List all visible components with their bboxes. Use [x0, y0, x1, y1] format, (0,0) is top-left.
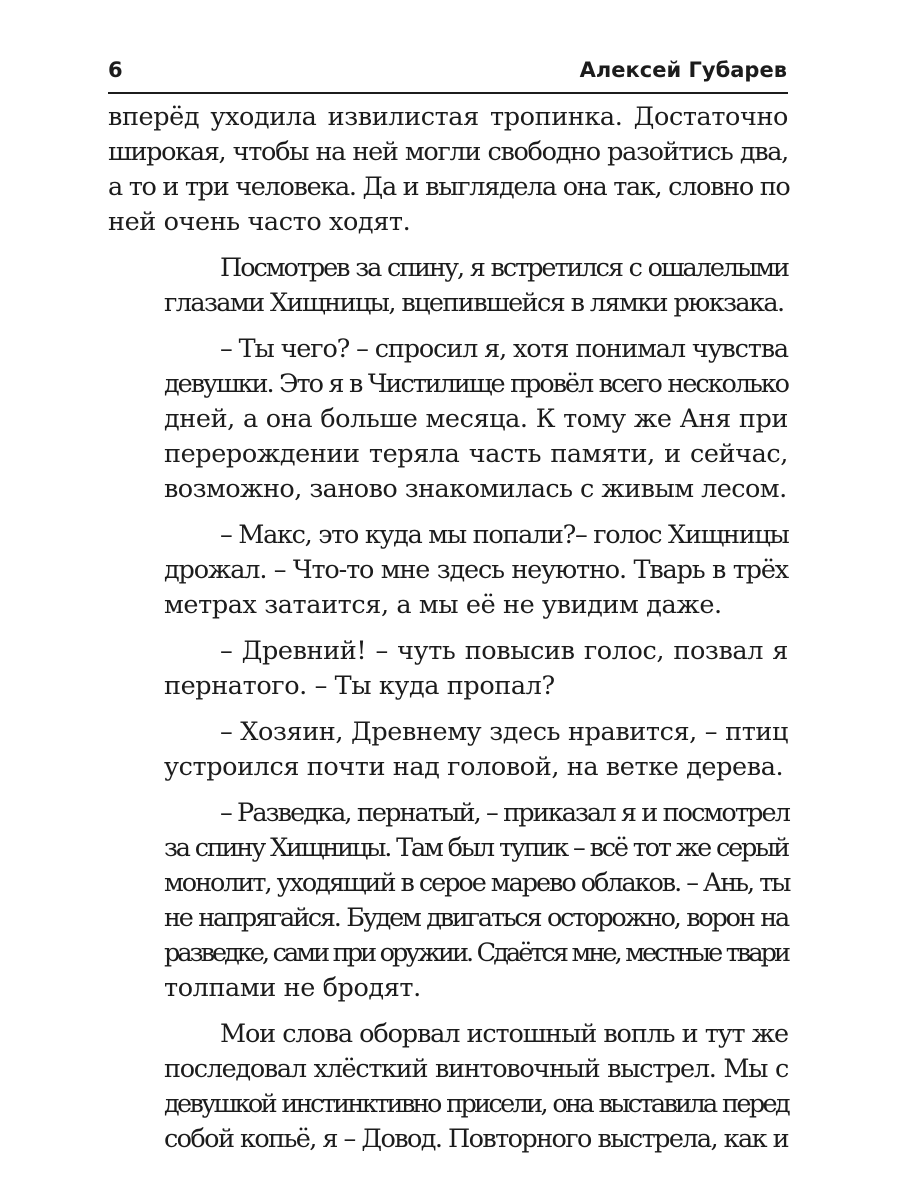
- text-line: ней очень часто ходят.: [108, 207, 411, 237]
- text-line: дрожал. – Что-то мне здесь неуютно. Тварь в трёх: [164, 555, 788, 585]
- text-line: – Древний! – чуть повысив голос, позвал я: [220, 636, 788, 666]
- text-line: вперёд уходила извилистая тропинка. Достаточно: [108, 102, 788, 132]
- text-line: пернатого. – Ты куда пропал?: [164, 671, 555, 701]
- text-line: собой копьё, я – Довод. Повторного выстрела, как и: [164, 1124, 788, 1154]
- text-line: – Ты чего? – спросил я, хотя понимал чувства: [220, 334, 788, 364]
- text-body: [108, 100, 788, 1168]
- paragraph-2: [108, 251, 788, 321]
- running-head-author: Алексей Губарев: [579, 58, 787, 82]
- text-line: глазами Хищницы, вцепившейся в лямки рюкзака.: [164, 288, 784, 318]
- text-line: дней, а она больше месяца. К тому же Аня при: [164, 404, 788, 434]
- text-line: метрах затаится, а мы её не увидим даже.: [164, 590, 722, 620]
- text-line: широкая, чтобы на ней могли свободно разойтись два,: [108, 137, 788, 167]
- text-line: за спину Хищницы. Там был тупик – всё тот же серый: [164, 833, 788, 863]
- header-rule: [108, 92, 788, 94]
- paragraph-3: [108, 332, 788, 507]
- page-number: 6: [108, 58, 123, 82]
- text-line: – Разведка, пернатый, – приказал я и посмотрел: [220, 798, 790, 828]
- text-line: Посмотрев за спину, я встретился с ошалелыми: [220, 253, 788, 283]
- text-line: устроился почти над головой, на ветке дерева.: [164, 752, 784, 782]
- text-line: монолит, уходящий в серое марево облаков. – Ань, ты: [164, 868, 790, 898]
- paragraph-5: [108, 634, 788, 704]
- text-line: девушкой инстинктивно присели, она выставила перед: [164, 1089, 788, 1119]
- text-line: разведке, сами при оружии. Сдаётся мне, местные твари: [164, 938, 788, 968]
- paragraph-6: [108, 715, 788, 785]
- text-line: не напрягайся. Будем двигаться осторожно, ворон на: [164, 903, 788, 933]
- paragraph-8: [108, 1017, 788, 1157]
- text-line: – Макс, это куда мы попали?– голос Хищницы: [220, 520, 789, 550]
- text-line: девушки. Это я в Чистилище провёл всего несколько: [164, 369, 788, 399]
- text-line: Мои слова оборвал истошный вопль и тут же: [220, 1019, 788, 1049]
- text-line: последовал хлёсткий винтовочный выстрел. Мы с: [164, 1054, 788, 1084]
- text-line: возможно, заново знакомилась с живым лесом.: [164, 474, 787, 504]
- text-line: перерождении теряла часть памяти, и сейчас,: [164, 439, 788, 469]
- paragraph-4: [108, 518, 788, 623]
- text-line: – Хозяин, Древнему здесь нравится, – птиц: [220, 717, 788, 747]
- paragraph-7: [108, 796, 788, 1006]
- paragraph-1: [108, 100, 788, 240]
- text-line: толпами не бродят.: [164, 973, 421, 1003]
- text-line: а то и три человека. Да и выглядела она так, словно по: [108, 172, 790, 202]
